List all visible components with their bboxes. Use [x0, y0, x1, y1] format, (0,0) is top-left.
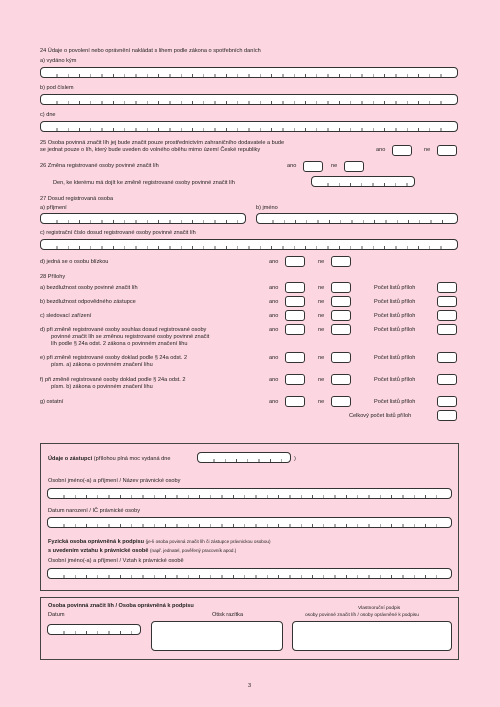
s28-e-line1: e) při změně registrované osoby doklad podle § 24a odst. 2: [40, 355, 188, 361]
s27-a-label: a) příjmení: [40, 205, 67, 211]
s24-b-label: b) pod číslem: [40, 85, 74, 91]
s28-e-pocet-field[interactable]: [437, 352, 457, 363]
otisk-razitka-field[interactable]: [151, 621, 283, 651]
s27-d-label: d) jedná se o osobu blízkou: [40, 259, 109, 265]
s27-d-ne-checkbox[interactable]: [331, 256, 351, 267]
s28-b-ano-checkbox[interactable]: [285, 296, 305, 307]
vlastnorucni-label-1: Vlastnoruční podpis: [358, 606, 401, 611]
s24-heading: 24 Údaje o povolení nebo oprávnění nakládat s lihem podle zákona o spotřebních daních: [40, 48, 261, 54]
vlastnorucni-label-2: osoby povinné značit líh / osoby oprávněné k podpisu: [305, 613, 419, 618]
s27-d-ano-checkbox[interactable]: [285, 256, 305, 267]
s28-d-line3: líh podle § 24a odst. 2 zákona o povinném značení lihu: [51, 341, 188, 347]
s28-d-ano-checkbox[interactable]: [285, 324, 305, 335]
plna-moc-date-field[interactable]: [197, 452, 291, 463]
zastupce-paren: ): [294, 456, 296, 462]
s28-f-ano-label: ano: [269, 377, 279, 383]
zastupce-jmeno2-label: Osobní jméno(-a) a příjmení / Vztah k právnické osobě: [48, 558, 184, 564]
s28-g-pocet-field[interactable]: [437, 396, 457, 407]
s28-b-pocet-field[interactable]: [437, 296, 457, 307]
s28-e-line2: písm. a) zákona o povinném značení lihu: [51, 362, 153, 368]
s28-celkovy-label: Celkový počet listů příloh: [349, 413, 412, 419]
s28-f-pocet-field[interactable]: [437, 374, 457, 385]
zastupce-jmeno-label: Osobní jméno(-a) a příjmení / Název právnické osoby: [48, 478, 181, 484]
s28-a-ano-checkbox[interactable]: [285, 282, 305, 293]
s27-regcislo-field[interactable]: [40, 239, 458, 250]
s24-a-label: a) vydáno kým: [40, 58, 77, 64]
s28-f-pocet-label: Počet listů příloh: [374, 377, 416, 383]
s28-c-ano-checkbox[interactable]: [285, 310, 305, 321]
podpis-datum-label: Datum: [48, 612, 65, 618]
s28-c-ne-label: ne: [318, 313, 325, 319]
podpis-datum-field[interactable]: [47, 624, 141, 635]
s28-e-ne-checkbox[interactable]: [331, 352, 351, 363]
s28-c-pocet-field[interactable]: [437, 310, 457, 321]
s26-heading: 26 Změna registrované osoby povinné značit líh: [40, 163, 159, 169]
s28-g-ano-checkbox[interactable]: [285, 396, 305, 407]
s25-ne-checkbox[interactable]: [437, 145, 457, 156]
zastupce-heading: Údaje o zástupci (přílohou plná moc vydaná dne: [48, 456, 171, 462]
s28-celkovy-field[interactable]: [437, 410, 457, 421]
s28-e-ano-label: ano: [269, 355, 279, 361]
fyz-osoba-heading: Fyzická osoba oprávněná k podpisu (je-li osoba povinná značit líh či zástupce právnickou osobou): [48, 539, 271, 545]
zastupce-datum-label: Datum narození / IČ právnické osoby: [48, 508, 141, 514]
s28-b-ne-label: ne: [318, 299, 325, 305]
s28-g-label: g) ostatní: [40, 399, 64, 405]
s28-b-ne-checkbox[interactable]: [331, 296, 351, 307]
s26-ano-label: ano: [287, 163, 297, 169]
s28-a-label: a) bezdlužnost osoby povinné značit líh: [40, 285, 138, 291]
s26-ne-checkbox[interactable]: [344, 161, 364, 172]
s27-d-ne-label: ne: [318, 259, 325, 265]
s28-g-pocet-label: Počet listů příloh: [374, 399, 416, 405]
s28-c-pocet-label: Počet listů příloh: [374, 313, 416, 319]
s28-e-ne-label: ne: [318, 355, 325, 361]
s28-g-ne-checkbox[interactable]: [331, 396, 351, 407]
s28-f-line1: f) při změně registrované osoby doklad podle § 24a odst. 2: [40, 377, 186, 383]
s24-b-field[interactable]: [40, 94, 458, 105]
s26-ano-checkbox[interactable]: [303, 161, 323, 172]
s25-ne-label: ne: [424, 147, 431, 153]
s27-c-label: c) registrační číslo dosud registrované osoby povinné značit líh: [40, 230, 196, 236]
s27-prijmeni-field[interactable]: [40, 213, 246, 224]
s28-g-ano-label: ano: [269, 399, 279, 405]
s28-c-ne-checkbox[interactable]: [331, 310, 351, 321]
page-number: 3: [248, 683, 252, 689]
s25-ano-label: ano: [376, 147, 386, 153]
s24-c-field[interactable]: [40, 121, 458, 132]
podpis-field[interactable]: [292, 621, 452, 651]
zastupce-jmeno-field[interactable]: [47, 488, 452, 499]
otisk-label: Otisk razítka: [212, 612, 244, 618]
s25-line2: se jednat pouze o líh, který bude uveden do volného oběhu mimo území České republiky: [40, 147, 261, 153]
s28-f-line2: písm. b) zákona o povinném značení lihu: [51, 384, 153, 390]
s26-ne-label: ne: [331, 163, 338, 169]
s27-jmeno-field[interactable]: [256, 213, 458, 224]
s28-d-ne-label: ne: [318, 327, 325, 333]
s28-f-ano-checkbox[interactable]: [285, 374, 305, 385]
s27-b-label: b) jméno: [256, 205, 278, 211]
s26-den-label: Den, ke kterému má dojít ke změně registrované osoby povinné značit líh: [53, 180, 235, 186]
s24-c-label: c) dne: [40, 112, 56, 118]
s28-e-pocet-label: Počet listů příloh: [374, 355, 416, 361]
s28-b-pocet-label: Počet listů příloh: [374, 299, 416, 305]
s28-b-ano-label: ano: [269, 299, 279, 305]
vztah-heading: s uvedením vztahu k právnické osobě (např. jednatel, pověřený pracovník apod.): [48, 548, 237, 554]
s28-d-pocet-label: Počet listů příloh: [374, 327, 416, 333]
s28-d-line1: d) při změně registrované osoby souhlas dosud registrované osoby: [40, 327, 207, 333]
s28-a-pocet-field[interactable]: [437, 282, 457, 293]
s28-d-ano-label: ano: [269, 327, 279, 333]
s28-d-pocet-field[interactable]: [437, 324, 457, 335]
podpis-heading: Osoba povinná značit líh / Osoba oprávněná k podpisu: [48, 603, 194, 609]
s28-f-ne-label: ne: [318, 377, 325, 383]
s25-line1: 25 Osoba povinná značit líh jej bude značit pouze prostřednictvím zahraničního dodavatele a bude: [40, 140, 285, 146]
zastupce-datum-field[interactable]: [47, 517, 452, 528]
s28-b-label: b) bezdlužnost odpovědného zástupce: [40, 299, 136, 305]
s28-d-line2: povinné značit líh se změnou registrované osoby povinné značit: [51, 334, 210, 340]
s28-heading: 28 Přílohy: [40, 274, 66, 280]
s28-a-ne-checkbox[interactable]: [331, 282, 351, 293]
s28-g-ne-label: ne: [318, 399, 325, 405]
s28-c-label: c) sledovací zařízení: [40, 313, 92, 319]
s28-a-ne-label: ne: [318, 285, 325, 291]
s26-den-field[interactable]: [311, 176, 415, 187]
s27-d-ano-label: ano: [269, 259, 279, 265]
s25-ano-checkbox[interactable]: [392, 145, 412, 156]
s27-heading: 27 Dosud registrovaná osoba: [40, 196, 114, 202]
s28-f-ne-checkbox[interactable]: [331, 374, 351, 385]
s28-a-ano-label: ano: [269, 285, 279, 291]
s28-a-pocet-label: Počet listů příloh: [374, 285, 416, 291]
zastupce-jmeno2-field[interactable]: [47, 568, 452, 579]
s28-d-ne-checkbox[interactable]: [331, 324, 351, 335]
s28-e-ano-checkbox[interactable]: [285, 352, 305, 363]
s24-a-field[interactable]: [40, 67, 458, 78]
s28-c-ano-label: ano: [269, 313, 279, 319]
